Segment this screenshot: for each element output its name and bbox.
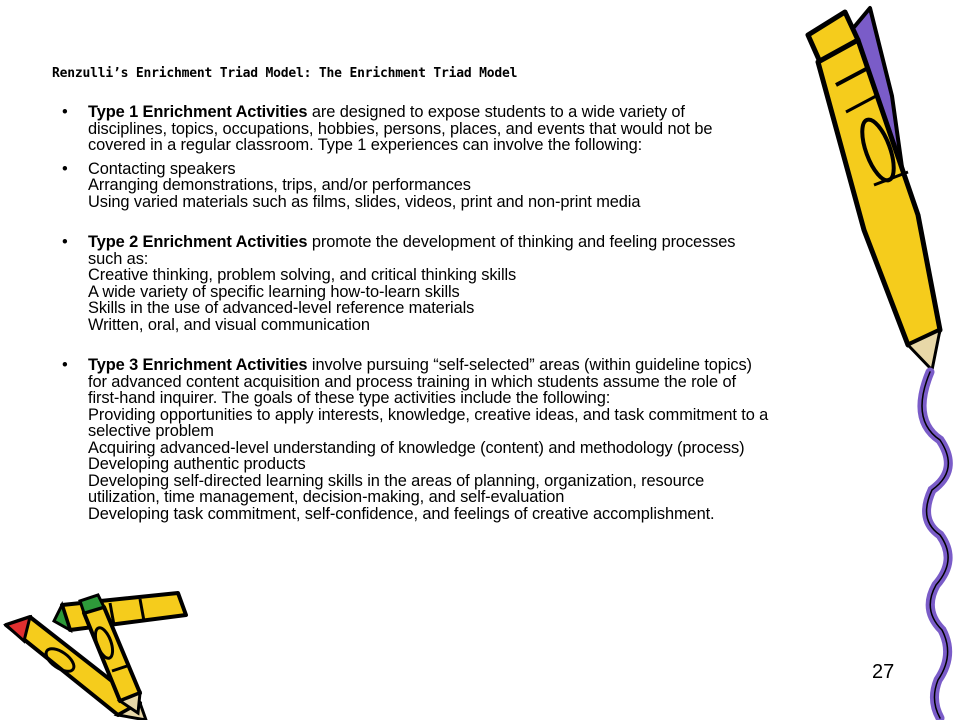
- bullet-type3: [62, 357, 877, 522]
- bullet-line: for advanced content acquisition and process training in which students assume the role of: [88, 372, 736, 391]
- bullet-line: disciplines, topics, occupations, hobbies, persons, places, and events that would not be: [88, 119, 713, 138]
- slide-title: Renzulli’s Enrichment Triad Model: The Enrichment Triad Model: [52, 66, 518, 81]
- bullet-line: Written, oral, and visual communication: [88, 315, 370, 334]
- bullet-line: Providing opportunities to apply interests, knowledge, creative ideas, and task commitment to a: [88, 405, 769, 424]
- pencil-icon: [790, 0, 960, 720]
- bullet-line: covered in a regular classroom. Type 1 experiences can involve the following:: [88, 136, 643, 154]
- bullet-type1-examples: [62, 161, 877, 211]
- bullet-emphasis: Type 3 Enrichment Activities: [88, 356, 308, 374]
- bullet-type1: [62, 104, 877, 154]
- bullet-lead: are designed to expose students to a wide variety of: [307, 103, 685, 121]
- bullet-line: selective problem: [88, 422, 214, 440]
- bullet-line: Acquiring advanced-level understanding of knowledge (content) and methodology (process): [88, 438, 745, 457]
- bullet-dot: •: [62, 356, 68, 374]
- pencils-cluster-icon: [0, 575, 200, 720]
- bullet-line: Skills in the use of advanced-level reference materials: [88, 299, 475, 317]
- bullet-lead: promote the development of thinking and feeling processes: [307, 233, 736, 251]
- bullet-line: Developing authentic products: [88, 455, 306, 473]
- bullet-line: such as:: [88, 249, 149, 268]
- bullet-lead: Contacting speakers: [88, 159, 236, 178]
- bullet-line: first-hand inquirer. The goals of these type activities include the following:: [88, 389, 611, 407]
- page-number: 27: [872, 661, 895, 683]
- bullet-line: Arranging demonstrations, trips, and/or performances: [88, 176, 471, 194]
- bullet-line: Using varied materials such as films, slides, videos, print and non-print media: [88, 192, 641, 211]
- bullet-line: A wide variety of specific learning how-to-learn skills: [88, 282, 460, 301]
- bullet-list: [62, 104, 877, 522]
- bullet-dot: •: [62, 103, 68, 121]
- bullet-dot: •: [62, 159, 68, 178]
- bullet-line: Developing task commitment, self-confidence, and feelings of creative accomplishment.: [88, 504, 715, 523]
- bullet-dot: •: [62, 233, 68, 251]
- bullet-line: utilization, time management, decision-making, and self-evaluation: [88, 488, 565, 506]
- bullet-line: Creative thinking, problem solving, and critical thinking skills: [88, 266, 517, 284]
- bullet-type2: [62, 234, 877, 333]
- bullet-emphasis: Type 2 Enrichment Activities: [88, 233, 308, 251]
- bullet-line: Developing self-directed learning skills in the areas of planning, organization, resource: [88, 471, 705, 490]
- bullet-lead: involve pursuing “self-selected” areas (within guideline topics): [307, 356, 752, 374]
- bullet-emphasis: Type 1 Enrichment Activities: [88, 103, 308, 121]
